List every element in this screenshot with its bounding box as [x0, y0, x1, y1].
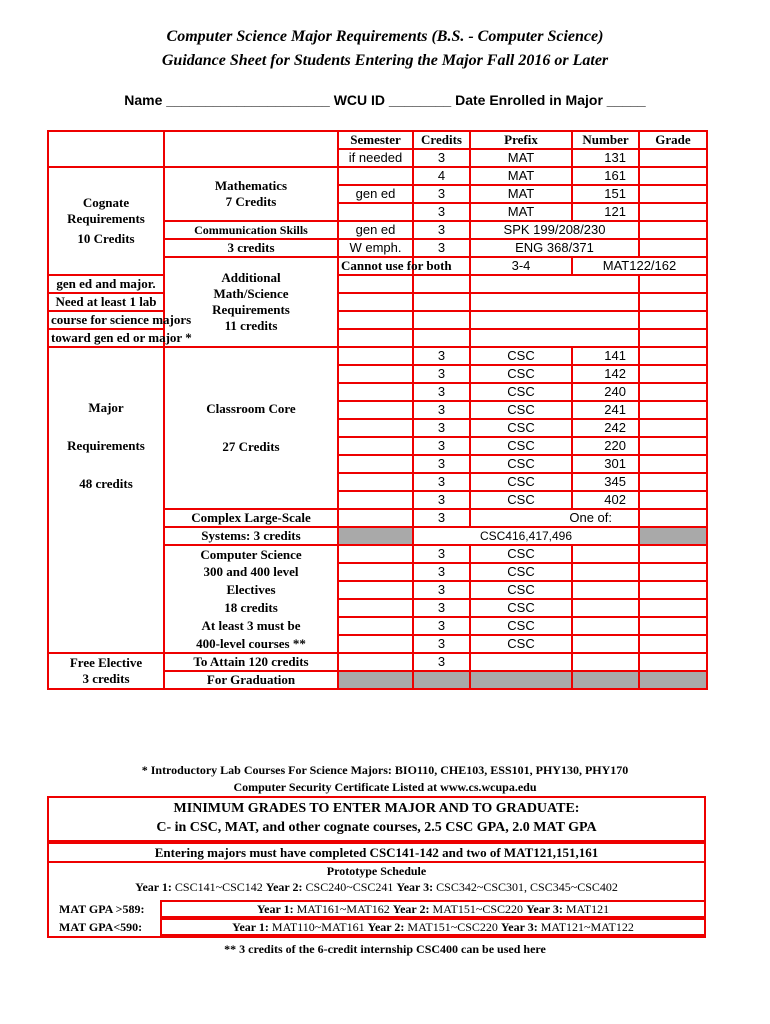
credits-cell: 3 — [413, 221, 470, 239]
credits-cell: 4 — [413, 167, 470, 185]
shaded-cell — [639, 671, 707, 689]
title-line-2: Guidance Sheet for Students Entering the Major Fall 2016 or Later — [161, 52, 609, 69]
year-label: Year 1: — [232, 920, 269, 934]
semester-cell[interactable] — [338, 365, 413, 383]
minimum-grades-box — [47, 796, 706, 842]
electives-label-2: 300 and 400 level — [164, 563, 338, 581]
minimum-grades-line: C- in CSC, MAT, and other cognate courses, 2.5 CSC GPA, 2.0 MAT GPA — [156, 820, 597, 835]
number-cell: 151 — [572, 185, 639, 203]
grade-cell[interactable] — [639, 311, 707, 329]
year-courses: MAT151~CSC220 — [404, 920, 501, 934]
year-label: Year 3: — [396, 880, 434, 894]
additional-note-5: toward gen ed or major * — [48, 329, 164, 347]
year-label: Year 2: — [265, 880, 303, 894]
credits-cell: 3 — [413, 491, 470, 509]
semester-cell[interactable] — [338, 203, 413, 221]
header-number: Number — [572, 131, 639, 149]
credits-cell — [413, 275, 470, 293]
free-elective-label — [48, 653, 164, 689]
additional-label-1: Additional — [221, 270, 281, 285]
cognate-label-3: 10 Credits — [77, 231, 135, 246]
prefix-cell: MAT — [470, 203, 572, 221]
semester-cell[interactable] — [338, 455, 413, 473]
number-cell: 161 — [572, 167, 639, 185]
major-label-3: 48 credits — [79, 476, 133, 491]
header-credits: Credits — [413, 131, 470, 149]
credits-cell: 3 — [413, 383, 470, 401]
credits-cell — [413, 311, 470, 329]
course-cell — [470, 275, 639, 293]
semester-cell[interactable]: W emph. — [338, 239, 413, 257]
additional-note-2: gen ed and major. — [48, 275, 164, 293]
footnote-lab-courses: * Introductory Lab Courses For Science Majors: BIO110, CHE103, ESS101, PHY130, PHY170 — [141, 763, 629, 777]
header-semester: Semester — [338, 131, 413, 149]
semester-cell[interactable]: if needed — [338, 149, 413, 167]
course-cell: SPK 199/208/230 — [470, 221, 639, 239]
number-cell: 241 — [572, 401, 639, 419]
footnote-security-certificate: Computer Security Certificate Listed at www.cs.wcupa.edu — [233, 780, 537, 794]
credits-cell: 3 — [413, 455, 470, 473]
table-row — [48, 311, 707, 329]
prefix-cell: CSC — [470, 563, 572, 581]
grade-cell[interactable] — [639, 473, 707, 491]
prefix-cell: CSC — [470, 581, 572, 599]
table-row — [48, 653, 707, 671]
grade-cell[interactable] — [639, 401, 707, 419]
number-cell: 131 — [572, 149, 639, 167]
semester-cell[interactable] — [338, 509, 413, 527]
credits-cell — [413, 329, 470, 347]
course-cell — [470, 311, 639, 329]
number-cell[interactable] — [572, 617, 639, 635]
free-elective-label-1: Free Elective — [69, 655, 143, 670]
prefix-cell: CSC — [470, 401, 572, 419]
grade-cell[interactable] — [639, 455, 707, 473]
semester-cell[interactable] — [338, 617, 413, 635]
course-cell — [470, 293, 639, 311]
number-cell[interactable] — [572, 635, 639, 653]
major-label-1: Major — [88, 400, 124, 415]
minimum-grades-title: MINIMUM GRADES TO ENTER MAJOR AND TO GRADUATE: — [173, 801, 580, 816]
credits-cell — [413, 293, 470, 311]
grade-cell[interactable] — [639, 203, 707, 221]
number-cell: 242 — [572, 419, 639, 437]
mathematics-label-1: Mathematics — [214, 178, 288, 193]
semester-cell[interactable] — [338, 653, 413, 671]
grade-cell[interactable] — [639, 509, 707, 527]
table-row — [48, 347, 707, 365]
semester-cell[interactable] — [338, 545, 413, 563]
free-note-1: To Attain 120 credits — [164, 653, 338, 671]
electives-label-4: 18 credits — [164, 599, 338, 617]
grade-cell[interactable] — [639, 167, 707, 185]
year-label: Year 2: — [392, 902, 430, 916]
credits-cell: 3 — [413, 635, 470, 653]
electives-label-3: Electives — [164, 581, 338, 599]
grade-cell[interactable] — [639, 329, 707, 347]
credits-cell: 3 — [413, 149, 470, 167]
year-label: Year 2: — [367, 920, 405, 934]
prototype-schedule-title: Prototype Schedule — [326, 864, 427, 878]
shaded-cell — [572, 671, 639, 689]
prefix-cell: MAT — [470, 149, 572, 167]
semester-cell[interactable] — [338, 167, 413, 185]
prefix-cell: CSC — [470, 383, 572, 401]
number-cell: 121 — [572, 203, 639, 221]
classroom-core-label-2: 27 Credits — [222, 439, 280, 454]
table-row — [48, 329, 707, 347]
electives-label-5: At least 3 must be — [164, 617, 338, 635]
grade-cell[interactable] — [639, 563, 707, 581]
number-cell[interactable] — [572, 599, 639, 617]
credits-cell: 3 — [413, 419, 470, 437]
grade-cell[interactable] — [639, 185, 707, 203]
number-cell[interactable] — [572, 653, 639, 671]
semester-cell[interactable] — [338, 491, 413, 509]
credits-cell: 3 — [413, 599, 470, 617]
classroom-core-label — [164, 347, 338, 509]
prefix-cell[interactable] — [470, 653, 572, 671]
year-courses: MAT121 — [562, 902, 610, 916]
grade-cell[interactable] — [639, 383, 707, 401]
communication-label: Communication Skills — [164, 221, 338, 239]
course-cell — [470, 329, 639, 347]
prefix-cell: CSC — [470, 635, 572, 653]
additional-note-4: course for science majors — [48, 311, 164, 329]
header-prefix: Prefix — [470, 131, 572, 149]
header-row — [48, 131, 707, 149]
semester-cell[interactable] — [338, 473, 413, 491]
prefix-cell: CSC — [470, 455, 572, 473]
schedule-box — [47, 842, 706, 938]
number-cell[interactable] — [572, 563, 639, 581]
prefix-cell: CSC — [470, 617, 572, 635]
prefix-cell: CSC — [470, 347, 572, 365]
additional-label-3: Requirements — [212, 302, 290, 317]
mat-gpa-low-label: MAT GPA<590: — [59, 920, 143, 934]
semester-cell[interactable] — [338, 563, 413, 581]
credits-cell: 3 — [413, 653, 470, 671]
complex-label-2: Systems: 3 credits — [164, 527, 338, 545]
shaded-cell — [470, 671, 572, 689]
credits-cell: 3 — [413, 563, 470, 581]
prefix-cell: CSC — [470, 419, 572, 437]
year-courses: MAT110~MAT161 — [268, 920, 368, 934]
prefix-cell: CSC — [470, 599, 572, 617]
grade-cell[interactable] — [639, 545, 707, 563]
credits-cell: 3-4 — [470, 257, 572, 275]
credits-cell: 3 — [413, 239, 470, 257]
year-label: Year 3: — [526, 902, 563, 916]
course-cell: MAT122/162 — [572, 257, 707, 275]
semester-cell[interactable] — [338, 437, 413, 455]
additional-note-3: Need at least 1 lab — [48, 293, 164, 311]
shaded-cell — [338, 671, 413, 689]
credits-cell: 3 — [413, 437, 470, 455]
credits-cell: 3 — [413, 401, 470, 419]
mathematics-label-2: 7 Credits — [225, 194, 277, 209]
number-cell: 220 — [572, 437, 639, 455]
number-cell: 402 — [572, 491, 639, 509]
shaded-cell — [413, 671, 470, 689]
credits-cell: 3 — [413, 545, 470, 563]
classroom-core-label-1: Classroom Core — [206, 401, 296, 416]
year-courses: CSC240~CSC241 — [302, 880, 397, 894]
major-label-2: Requirements — [67, 438, 145, 453]
grade-cell[interactable] — [639, 635, 707, 653]
credits-cell: 3 — [413, 365, 470, 383]
number-cell: 301 — [572, 455, 639, 473]
semester-cell[interactable]: gen ed — [338, 221, 413, 239]
one-of-label: One of: — [470, 509, 639, 527]
semester-cell[interactable] — [338, 419, 413, 437]
additional-note-1: Cannot use for both — [338, 257, 413, 275]
shaded-cell — [338, 527, 413, 545]
grade-cell[interactable] — [639, 275, 707, 293]
credits-cell: 3 — [413, 185, 470, 203]
number-cell: 141 — [572, 347, 639, 365]
year-label: Year 1: — [135, 880, 172, 894]
credits-cell: 3 — [413, 509, 470, 527]
year-courses: MAT121~MAT122 — [537, 920, 634, 934]
grade-cell[interactable] — [639, 239, 707, 257]
semester-cell[interactable] — [338, 329, 413, 347]
cognate-label — [48, 167, 164, 275]
grade-cell[interactable] — [639, 365, 707, 383]
year-courses: MAT161~MAT162 — [293, 902, 393, 916]
semester-cell[interactable] — [338, 347, 413, 365]
semester-cell[interactable] — [338, 293, 413, 311]
grade-cell[interactable] — [639, 617, 707, 635]
mat-gpa-high-schedule — [160, 900, 706, 918]
table-row — [48, 167, 707, 185]
electives-label-6: 400-level courses ** — [164, 635, 338, 653]
blank-cell — [164, 131, 338, 167]
cognate-label-2: Requirements — [67, 211, 145, 226]
free-elective-label-2: 3 credits — [82, 671, 130, 686]
year-label: Year 3: — [500, 920, 538, 934]
grade-cell[interactable] — [639, 149, 707, 167]
grade-cell[interactable] — [639, 491, 707, 509]
prefix-cell: CSC — [470, 365, 572, 383]
mat-gpa-high-label: MAT GPA >589: — [59, 902, 145, 916]
prefix-cell: CSC — [470, 473, 572, 491]
grade-cell[interactable] — [639, 599, 707, 617]
credits-cell: 3 — [413, 203, 470, 221]
prefix-cell: MAT — [470, 167, 572, 185]
credits-cell: 3 — [413, 581, 470, 599]
grade-cell[interactable] — [639, 221, 707, 239]
complex-courses: CSC416,417,496 — [413, 527, 639, 545]
additional-label-4: 11 credits — [224, 318, 278, 333]
major-label — [48, 347, 164, 653]
free-note-2: For Graduation — [164, 671, 338, 689]
entering-majors-note: Entering majors must have completed CSC141-142 and two of MAT121,151,161 — [49, 844, 704, 863]
grade-cell[interactable] — [639, 419, 707, 437]
table-row — [48, 293, 707, 311]
electives-label-1: Computer Science — [164, 545, 338, 563]
credits-cell: 3 — [413, 347, 470, 365]
prefix-cell: CSC — [470, 545, 572, 563]
number-cell: 240 — [572, 383, 639, 401]
year-courses: CSC342~CSC301, CSC345~CSC402 — [433, 880, 618, 894]
grade-cell[interactable] — [639, 293, 707, 311]
semester-cell[interactable] — [338, 275, 413, 293]
semester-cell[interactable] — [338, 599, 413, 617]
grade-cell[interactable] — [639, 437, 707, 455]
prefix-cell: CSC — [470, 491, 572, 509]
semester-cell[interactable] — [338, 581, 413, 599]
semester-cell[interactable] — [338, 311, 413, 329]
semester-cell[interactable] — [338, 383, 413, 401]
number-cell[interactable] — [572, 545, 639, 563]
mathematics-label — [164, 167, 338, 221]
complex-label-1: Complex Large-Scale — [164, 509, 338, 527]
number-cell: 345 — [572, 473, 639, 491]
year-courses: MAT151~CSC220 — [429, 902, 527, 916]
title-line-1: Computer Science Major Requirements (B.S. - Computer Science) — [166, 28, 604, 45]
grade-cell[interactable] — [639, 347, 707, 365]
course-cell: ENG 368/371 — [470, 239, 639, 257]
grade-cell[interactable] — [639, 653, 707, 671]
semester-cell[interactable] — [338, 401, 413, 419]
credits-cell: 3 — [413, 473, 470, 491]
requirements-table — [47, 130, 708, 690]
header-grade: Grade — [639, 131, 707, 149]
grade-cell[interactable] — [639, 581, 707, 599]
name-id-date-line[interactable]: Name _____________________ WCU ID ________ Date Enrolled in Major _____ — [124, 92, 646, 108]
shaded-cell — [639, 527, 707, 545]
number-cell: 142 — [572, 365, 639, 383]
semester-cell[interactable] — [338, 635, 413, 653]
footnote-internship: ** 3 credits of the 6-credit internship CSC400 can be used here — [224, 942, 546, 956]
communication-credits: 3 credits — [164, 239, 338, 257]
schedule-main — [49, 879, 704, 895]
prefix-cell: MAT — [470, 185, 572, 203]
semester-cell[interactable]: gen ed — [338, 185, 413, 203]
credits-cell: 3 — [413, 617, 470, 635]
mat-gpa-low-schedule — [160, 918, 706, 936]
additional-label-2: Math/Science — [213, 286, 289, 301]
cognate-label-1: Cognate — [82, 195, 130, 210]
table-row — [48, 275, 707, 293]
year-label: Year 1: — [256, 902, 294, 916]
year-courses: CSC141~CSC142 — [171, 880, 266, 894]
number-cell[interactable] — [572, 581, 639, 599]
prefix-cell: CSC — [470, 437, 572, 455]
blank-cell — [48, 131, 164, 167]
